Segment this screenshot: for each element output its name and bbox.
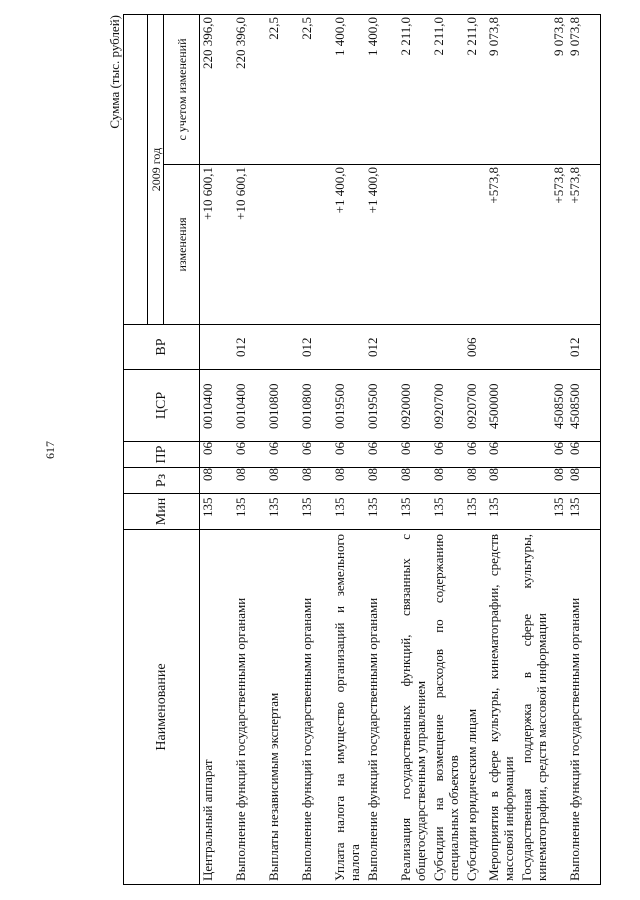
- header-year: 2009 год: [148, 15, 164, 325]
- row-csr: 0010800: [266, 370, 299, 442]
- row-total: 220 396,0: [233, 15, 266, 165]
- row-name: Уплата налога на имущество организаций и земельного налога: [332, 530, 365, 885]
- row-csr: 4508500: [519, 370, 567, 442]
- row-change: +1 400,0: [332, 165, 365, 325]
- row-pr: 06: [567, 442, 601, 468]
- row-vr: [398, 325, 431, 370]
- budget-table: [123, 14, 601, 885]
- row-total: 9 073,8: [567, 15, 601, 165]
- units-caption: Сумма (тыс. рублей): [107, 15, 122, 129]
- table-row: [464, 15, 486, 885]
- row-pr: 06: [398, 442, 431, 468]
- row-name: Выполнение функций государственными органами: [567, 530, 601, 885]
- row-min: 135: [365, 494, 398, 530]
- row-pr: 06: [464, 442, 486, 468]
- row-change: +573,8: [486, 165, 519, 325]
- row-pr: 06: [266, 442, 299, 468]
- row-min: 135: [519, 494, 567, 530]
- row-total: 22,5: [299, 15, 332, 165]
- row-csr: 0019500: [365, 370, 398, 442]
- row-vr: 012: [299, 325, 332, 370]
- row-min: 135: [266, 494, 299, 530]
- row-name: Выполнение функций государственными органами: [299, 530, 332, 885]
- row-min: 135: [332, 494, 365, 530]
- row-name: Субсидии юридическим лицам: [464, 530, 486, 885]
- row-pr: 06: [486, 442, 519, 468]
- row-change: +10 600,1: [200, 165, 233, 325]
- row-vr: 012: [365, 325, 398, 370]
- page-number: 617: [43, 441, 57, 459]
- row-change: [398, 165, 431, 325]
- row-min: 135: [464, 494, 486, 530]
- row-min: 135: [398, 494, 431, 530]
- row-name: Субсидии на возмещение расходов по содержанию специальных объектов: [431, 530, 464, 885]
- row-csr: 0010400: [233, 370, 266, 442]
- table-row: [233, 15, 266, 885]
- header-csr: ЦСР: [124, 370, 200, 442]
- row-vr: [486, 325, 519, 370]
- row-change: +573,8: [519, 165, 567, 325]
- table-row: [486, 15, 519, 885]
- header-vr: ВР: [124, 325, 200, 370]
- row-name: Выполнение функций государственными органами: [233, 530, 266, 885]
- row-change: [464, 165, 486, 325]
- table-row: [567, 15, 601, 885]
- row-total: 2 211,0: [398, 15, 431, 165]
- row-csr: 4500000: [486, 370, 519, 442]
- row-name: Мероприятия в сфере культуры, кинематографии, средств массовой информации: [486, 530, 519, 885]
- row-pr: 06: [200, 442, 233, 468]
- row-rz: 08: [332, 468, 365, 494]
- row-change: +573,8: [567, 165, 601, 325]
- row-vr: [200, 325, 233, 370]
- row-pr: 06: [431, 442, 464, 468]
- row-change: [266, 165, 299, 325]
- row-min: 135: [299, 494, 332, 530]
- header-pr: ПР: [124, 442, 200, 468]
- row-name: Реализация государственных функций, связанных с общегосударственным управлением: [398, 530, 431, 885]
- table-row: [431, 15, 464, 885]
- row-rz: 08: [486, 468, 519, 494]
- row-total: 1 400,0: [365, 15, 398, 165]
- row-csr: 0920700: [431, 370, 464, 442]
- row-rz: 08: [266, 468, 299, 494]
- row-total: 9 073,8: [486, 15, 519, 165]
- row-change: [431, 165, 464, 325]
- row-csr: 4508500: [567, 370, 601, 442]
- header-sum-spacer: [124, 15, 148, 325]
- header-with-changes: с учетом изменений: [164, 15, 200, 165]
- row-rz: 08: [398, 468, 431, 494]
- row-min: 135: [486, 494, 519, 530]
- row-csr: 0920700: [464, 370, 486, 442]
- row-total: 9 073,8: [519, 15, 567, 165]
- row-vr: [431, 325, 464, 370]
- row-rz: 08: [431, 468, 464, 494]
- header-name: Наименование: [124, 530, 200, 885]
- row-vr: 012: [233, 325, 266, 370]
- table-body: [200, 15, 601, 885]
- row-vr: [332, 325, 365, 370]
- row-total: 22,5: [266, 15, 299, 165]
- row-total: 2 211,0: [431, 15, 464, 165]
- table-row: [299, 15, 332, 885]
- row-vr: 006: [464, 325, 486, 370]
- row-vr: 012: [567, 325, 601, 370]
- row-rz: 08: [519, 468, 567, 494]
- row-csr: 0010800: [299, 370, 332, 442]
- row-min: 135: [233, 494, 266, 530]
- row-pr: 06: [299, 442, 332, 468]
- header-changes: изменения: [164, 165, 200, 325]
- table-row: [266, 15, 299, 885]
- row-change: [299, 165, 332, 325]
- row-rz: 08: [365, 468, 398, 494]
- row-min: 135: [431, 494, 464, 530]
- row-pr: 06: [365, 442, 398, 468]
- table-header: [124, 15, 200, 885]
- row-pr: 06: [233, 442, 266, 468]
- row-csr: 0920000: [398, 370, 431, 442]
- header-min: Мин: [124, 494, 200, 530]
- table-row: [519, 15, 567, 885]
- row-change: +1 400,0: [365, 165, 398, 325]
- row-rz: 08: [299, 468, 332, 494]
- header-rz: Рз: [124, 468, 200, 494]
- row-change: +10 600,1: [233, 165, 266, 325]
- row-name: Выполнение функций государственными органами: [365, 530, 398, 885]
- row-rz: 08: [200, 468, 233, 494]
- row-name: Государственная поддержка в сфере культуры, кинематографии, средств массовой информации: [519, 530, 567, 885]
- table-row: [365, 15, 398, 885]
- row-name: Выплаты независимым экспертам: [266, 530, 299, 885]
- table-row: [398, 15, 431, 885]
- row-pr: 06: [332, 442, 365, 468]
- row-csr: 0010400: [200, 370, 233, 442]
- row-csr: 0019500: [332, 370, 365, 442]
- row-pr: 06: [519, 442, 567, 468]
- row-name: Центральный аппарат: [200, 530, 233, 885]
- row-rz: 08: [233, 468, 266, 494]
- row-rz: 08: [464, 468, 486, 494]
- row-total: 220 396,0: [200, 15, 233, 165]
- table-row: [200, 15, 233, 885]
- row-min: 135: [200, 494, 233, 530]
- table-row: [332, 15, 365, 885]
- row-rz: 08: [567, 468, 601, 494]
- row-vr: [519, 325, 567, 370]
- row-vr: [266, 325, 299, 370]
- row-min: 135: [567, 494, 601, 530]
- row-total: 2 211,0: [464, 15, 486, 165]
- row-total: 1 400,0: [332, 15, 365, 165]
- rotated-page: [105, 15, 625, 885]
